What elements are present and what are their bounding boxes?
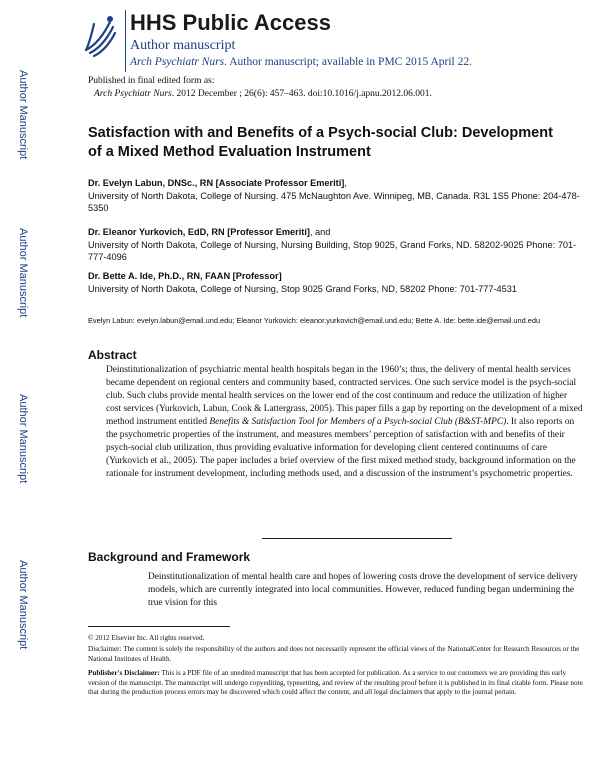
hhs-title: HHS Public Access <box>130 10 331 35</box>
citation <box>94 89 432 99</box>
copyright-note: © 2012 Elsevier Inc. All rights reserved. <box>88 634 205 642</box>
publisher-disclaimer-label: Publisher's Disclaimer: <box>88 669 160 677</box>
header-divider <box>125 10 126 72</box>
article-title: Satisfaction with and Benefits of a Psych-social Club: Development of a Mixed Method Evaluation Instrument <box>88 125 553 160</box>
abstract-text <box>106 364 584 481</box>
author-block <box>88 270 588 295</box>
citation-details: . 2012 December ; 26(6): 457–463. doi:10.1016/j.apnu.2012.06.001. <box>171 89 432 99</box>
hhs-eagle-logo-icon <box>80 8 120 64</box>
abstract-part-1: Deinstitutionalization of psychiatric mental health hospitals began in the 1960’s; thus, the delivery of mental health services became dependent on regional centers and community based, contracted services. One such service model is the psych-social club. Such clubs provide mental health services on the lower end of the cost continuum and reduce the utilization of higher cost services (Yurkovich, Labun, Cook & Lattergrass, 2005). This paper fills a gap by reporting on the development of a mixed method instrument entitled <box>106 365 583 427</box>
abstract-tool-name: Benefits & Satisfaction Tool for Members of a Psych-social Club (B&ST-MPC) <box>209 417 507 427</box>
background-text: Deinstitutionalization of mental health care and hopes of lowering costs drove the development of service delivery models, which are currently integrated into local communities. However, reduced funding began undermining the true vision for this <box>148 572 578 608</box>
publisher-disclaimer <box>88 669 588 698</box>
author-suffix: , <box>344 178 347 188</box>
author-affiliation: University of North Dakota, College of Nursing. 475 McNaughton Ave. Winnipeg, MB, Canada. R3L 1S5 Phone: 204-478-5350 <box>88 190 580 213</box>
author-manuscript-side-label: Author Manuscript <box>17 70 29 160</box>
hhs-subtitle: Author manuscript <box>130 38 236 53</box>
publisher-disclaimer-text: This is a PDF file of an unedited manuscript that has been accepted for publication. As a service to our customers we are providing this early version of the manuscript. The manuscript will undergo copyediting, typesetting, and review of the resulting proof before it is published in its final citable form. Please note that during the production process errors may be discovered which could affect the content, and all legal disclaimers that apply to the journal pertain. <box>88 669 583 696</box>
author-affiliation: University of North Dakota, College of Nursing, Nursing Building, Stop 9025, Grand Forks, ND. 58202-9025 Phone: 701-777-4096 <box>88 239 577 262</box>
abstract-heading: Abstract <box>88 348 137 362</box>
author-block <box>88 226 588 264</box>
published-label: Published in final edited form as: <box>88 76 215 86</box>
author-emails: Evelyn Labun: evelyn.labun@email.und.edu; Eleanor Yurkovich: eleanor.yurkovich@email.und.edu; Bette A. Ide: bette.ide@email.und.edu <box>88 316 541 325</box>
availability-text: . Author manuscript; available in PMC 2015 April 22. <box>224 56 472 68</box>
author-manuscript-side-label: Author Manuscript <box>17 560 29 650</box>
citation-journal: Arch Psychiatr Nurs <box>94 89 172 99</box>
section-divider <box>262 538 452 539</box>
author-block <box>88 177 588 215</box>
background-heading: Background and Framework <box>88 550 251 564</box>
author-suffix: , and <box>309 227 331 237</box>
abstract-part-2: . It also reports on the psychometric properties of the instrument, and measures members’ perception of satisfaction with and benefits of their psych-social club utilization, thus providing evaluative information for developing client centered continuums of care (Yurkovich et al., 2005). The paper includes a brief overview of the first mixed method study, background information on the rationale for instrument development, including methods used, and a discussion of the instrument’s psychometric properties. <box>106 417 576 479</box>
author-name: Dr. Bette A. Ide, Ph.D., RN, FAAN [Professor] <box>88 271 282 281</box>
author-name: Dr. Eleanor Yurkovich, EdD, RN [Professor Emeriti] <box>88 227 310 237</box>
journal-availability <box>130 56 472 68</box>
author-affiliation: University of North Dakota, College of Nursing, Stop 9025 Grand Forks, ND, 58202 Phone: 701-777-4531 <box>88 283 517 294</box>
hhs-header <box>80 8 590 70</box>
author-name: Dr. Evelyn Labun, DNSc., RN [Associate Professor Emeriti] <box>88 178 345 188</box>
disclaimer-note: Disclaimer: The content is solely the responsibility of the authors and does not necessarily represent the official views of the NationalCenter for Research Resources or the National Institutes of Health. <box>88 645 580 663</box>
author-manuscript-side-label: Author Manuscript <box>17 228 29 318</box>
journal-name: Arch Psychiatr Nurs <box>130 56 225 68</box>
author-manuscript-side-label: Author Manuscript <box>17 394 29 484</box>
footnote-divider <box>88 626 230 627</box>
